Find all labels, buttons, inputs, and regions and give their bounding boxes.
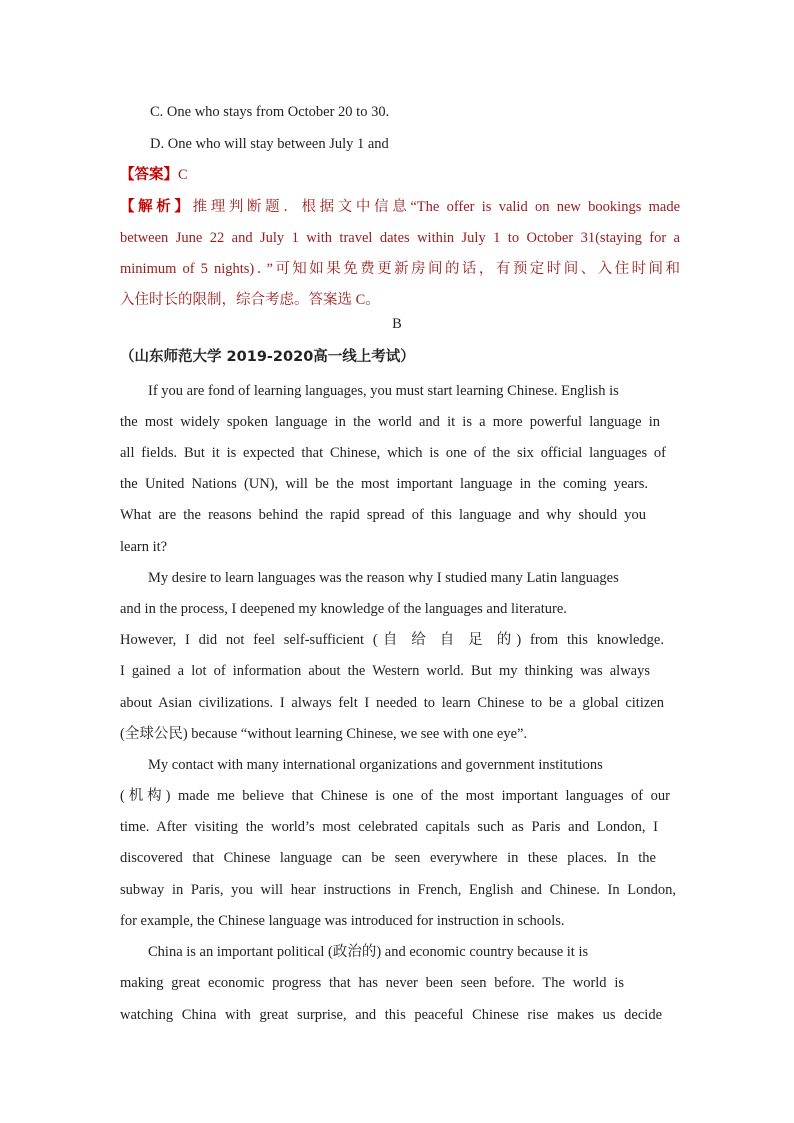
p3-line-2: (机构) made me believe that Chinese is one of the most important languages of our bbox=[120, 788, 670, 804]
section-source: （山东师范大学 2019-2020高一线上考试） bbox=[120, 349, 415, 365]
p2-line-3: However, I did not feel self-sufficient (自 给 自 足 的) from this knowledge. bbox=[120, 632, 664, 648]
p1-line-3: all fields. But it is expected that Chinese, which is one of the six official languages of bbox=[120, 445, 666, 461]
p2-line-2: and in the process, I deepened my knowledge of the languages and literature. bbox=[120, 601, 567, 617]
p3-line-6: for example, the Chinese language was introduced for instruction in schools. bbox=[120, 913, 565, 929]
analysis-line-2: between June 22 and July 1 with travel dates within July 1 to October 31(staying for a bbox=[120, 230, 680, 246]
p1-line-4: the United Nations (UN), will be the most important language in the coming years. bbox=[120, 476, 648, 492]
answer-line bbox=[120, 165, 680, 185]
analysis-line-3: minimum of 5 nights)．”可知如果免费更新房间的话，有预定时间、入住时间和 bbox=[120, 261, 680, 277]
p4-line-2: making great economic progress that has never been seen before. The world is bbox=[120, 975, 624, 991]
analysis-line-1 bbox=[120, 197, 680, 217]
option-d: D. One who will stay between July 1 and bbox=[150, 136, 389, 152]
p2-line-6: (全球公民) because “without learning Chinese, we see with one eye”. bbox=[120, 726, 528, 742]
p1-line-1: If you are fond of learning languages, you must start learning Chinese. English is bbox=[148, 383, 619, 399]
p2-line-1: My desire to learn languages was the reason why I studied many Latin languages bbox=[148, 570, 619, 586]
p4-line-3: watching China with great surprise, and this peaceful Chinese rise makes us decide bbox=[120, 1007, 662, 1023]
section-letter: B bbox=[392, 316, 402, 332]
p3-line-1: My contact with many international organizations and government institutions bbox=[148, 757, 603, 773]
p1-line-5: What are the reasons behind the rapid spread of this language and why should you bbox=[120, 507, 646, 523]
analysis-label: 【解析】 bbox=[120, 199, 193, 215]
p2-line-4: I gained a lot of information about the Western world. But my thinking was always bbox=[120, 663, 650, 679]
p1-line-6: learn it? bbox=[120, 539, 168, 555]
option-c: C. One who stays from October 20 to 30. bbox=[150, 104, 390, 120]
answer-value: C bbox=[178, 167, 188, 183]
answer-label: 【答案】 bbox=[120, 167, 178, 183]
analysis-line-4: 入住时长的限制，综合考虑。答案选 C。 bbox=[120, 292, 380, 308]
p2-line-5: about Asian civilizations. I always felt I needed to learn Chinese to be a global citizen bbox=[120, 695, 664, 711]
analysis-text: 推理判断题．根据文中信息“The offer is valid on new bookings made bbox=[192, 199, 681, 215]
p3-line-3: time. After visiting the world’s most celebrated capitals such as Paris and London, I bbox=[120, 819, 658, 835]
p3-line-4: discovered that Chinese language can be seen everywhere in these places. In the bbox=[120, 850, 656, 866]
p3-line-5: subway in Paris, you will hear instructions in French, English and Chinese. In London, bbox=[120, 882, 676, 898]
p1-line-2: the most widely spoken language in the world and it is a more powerful language in bbox=[120, 414, 660, 430]
p4-line-1: China is an important political (政治的) and economic country because it is bbox=[148, 944, 589, 960]
